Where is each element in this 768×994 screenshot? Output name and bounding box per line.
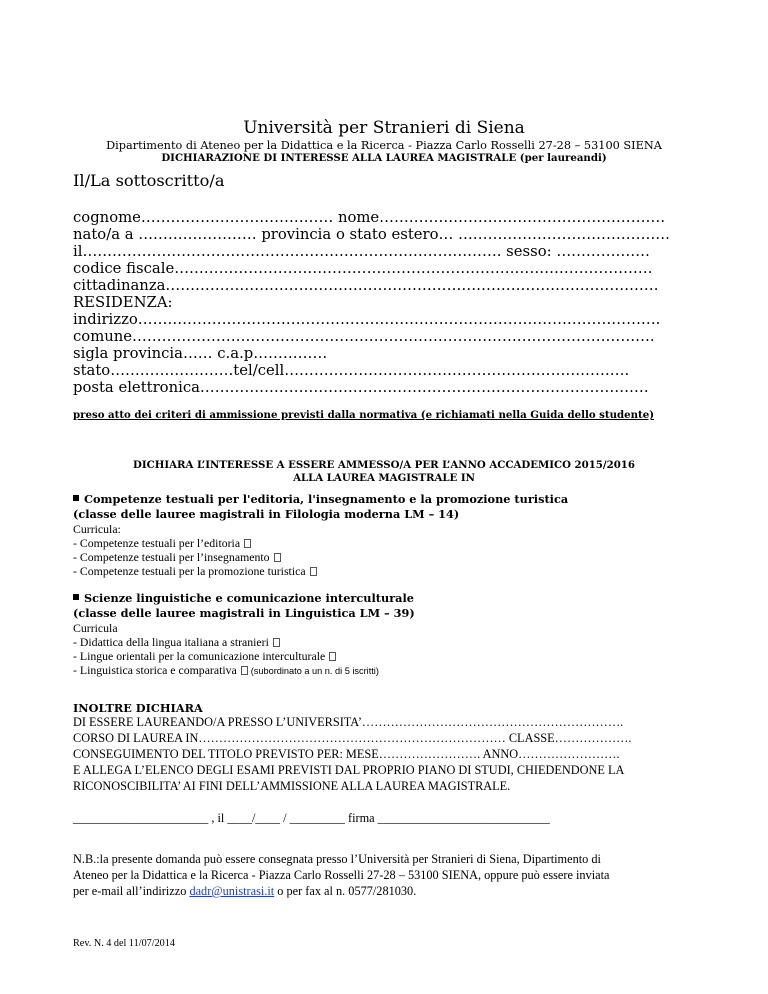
- admission-criteria-note: preso atto dei criteri di ammissione previsti dalla normativa (e richiamati nella Guida dello studente): [73, 409, 655, 421]
- university-title: Università per Stranieri di Siena: [243, 118, 525, 138]
- residenza-label: RESIDENZA:: [73, 294, 173, 311]
- checkbox-icon[interactable]: [244, 539, 251, 548]
- email-link[interactable]: dadr@unistrasi.it: [189, 884, 275, 898]
- undersigned-label: Il/La sottoscritto/a: [73, 171, 225, 190]
- field-posta-elettronica[interactable]: posta elettronica……………………………………………………………………………….: [73, 379, 649, 396]
- curriculum-promozione-turistica[interactable]: - Competenze testuali per la promozione turistica: [73, 564, 317, 579]
- dichiara-line-1: DICHIARA L’INTERESSE A ESSERE AMMESSO/A PER L’ANNO ACCADEMICO 2015/2016: [133, 459, 635, 471]
- checkbox-icon[interactable]: [274, 553, 281, 562]
- curriculum-lingue-orientali[interactable]: - Lingue orientali per la comunicazione interculturale: [73, 649, 336, 664]
- declaration-title: DICHIARAZIONE DI INTERESSE ALLA LAUREA MAGISTRALE (per laureandi): [161, 152, 607, 164]
- field-provincia-cap[interactable]: sigla provincia…… c.a.p……………: [73, 345, 328, 362]
- bullet-square-icon: [73, 594, 79, 600]
- field-corso-laurea[interactable]: CORSO DI LAUREA IN………………………………………………………………… CLASSE……………….: [73, 731, 632, 745]
- allega-text-1: E ALLEGA L’ELENCO DEGLI ESAMI PREVISTI DAL PROPRIO PIANO DI STUDI, CHIEDENDONE LA: [73, 763, 625, 777]
- inoltre-title: INOLTRE DICHIARA: [73, 701, 203, 715]
- section-filologia-title: Competenze testuali per l'editoria, l'insegnamento e la promozione turistica: [73, 492, 568, 506]
- field-stato-tel[interactable]: stato…………………….tel/cell…………………………………………………………….: [73, 362, 630, 379]
- curriculum-insegnamento[interactable]: - Competenze testuali per l’insegnamento: [73, 550, 281, 565]
- nb-line-2: Ateneo per la Didattica e la Ricerca - Piazza Carlo Rosselli 27-28 – 53100 SIENA, oppure può essere inviata: [73, 868, 610, 882]
- field-comune[interactable]: comune…………………………………………………………………………………………….: [73, 328, 655, 345]
- curriculum-didattica[interactable]: - Didattica della lingua italiana a stranieri: [73, 635, 280, 650]
- field-indirizzo[interactable]: indirizzo…………………………………………………………………………………………….: [73, 311, 661, 328]
- field-data-sesso[interactable]: il…………………………………………………………………………. sesso: ……………….: [73, 243, 650, 260]
- field-codice-fiscale[interactable]: codice fiscale…………………………………………………………………………………….: [73, 260, 653, 277]
- checkbox-icon[interactable]: [310, 567, 317, 576]
- section-filologia-class: (classe delle lauree magistrali in Filologia moderna LM – 14): [73, 507, 460, 521]
- curriculum-editoria[interactable]: - Competenze testuali per l’editoria: [73, 536, 251, 551]
- curricula-label: Curricula:: [73, 522, 121, 536]
- field-conseguimento[interactable]: CONSEGUIMENTO DEL TITOLO PREVISTO PER: MESE……………………. ANNO…………………….: [73, 747, 620, 761]
- enrollment-note: (subordinato a un n. di 5 iscritti): [250, 666, 379, 676]
- dichiara-line-2: ALLA LAUREA MAGISTRALE IN: [293, 472, 475, 484]
- checkbox-icon[interactable]: [329, 652, 336, 661]
- curricula-label: Curricula: [73, 621, 118, 635]
- signature-line[interactable]: ______________________ , il ____/____ / _________ firma ____________________________: [73, 811, 550, 825]
- nb-line-1: N.B.:la presente domanda può essere consegnata presso l’Università per Stranieri di Siena, Dipartimento di: [73, 852, 601, 866]
- nb-line-3: per e-mail all’indirizzo dadr@unistrasi.it o per fax al n. 0577/281030.: [73, 884, 417, 898]
- section-linguistica-class: (classe delle lauree magistrali in Linguistica LM – 39): [73, 606, 415, 620]
- curriculum-linguistica-storica[interactable]: - Linguistica storica e comparativa (subordinato a un n. di 5 iscritti): [73, 663, 379, 677]
- revision-footer: Rev. N. 4 del 11/07/2014: [73, 938, 175, 949]
- department-address: Dipartimento di Ateneo per la Didattica e la Ricerca - Piazza Carlo Rosselli 27-28 – 53100 SIENA: [106, 139, 662, 152]
- field-cittadinanza[interactable]: cittadinanza……………………………………………………………………………………….: [73, 277, 659, 294]
- checkbox-icon[interactable]: [241, 666, 248, 675]
- bullet-square-icon: [73, 495, 79, 501]
- field-nato-provincia[interactable]: nato/a a …………………… provincia o stato estero… …………………………………….: [73, 226, 670, 243]
- allega-text-2: RICONOSCIBILITA’ AI FINI DELL’AMMISSIONE ALLA LAUREA MAGISTRALE.: [73, 779, 511, 793]
- checkbox-icon[interactable]: [273, 638, 280, 647]
- field-cognome-nome[interactable]: cognome………………………………… nome………………………………………………….: [73, 209, 666, 226]
- section-linguistica-title: Scienze linguistiche e comunicazione interculturale: [73, 591, 414, 605]
- field-universita[interactable]: DI ESSERE LAUREANDO/A PRESSO L’UNIVERSITA’……………………………………………………….: [73, 715, 624, 729]
